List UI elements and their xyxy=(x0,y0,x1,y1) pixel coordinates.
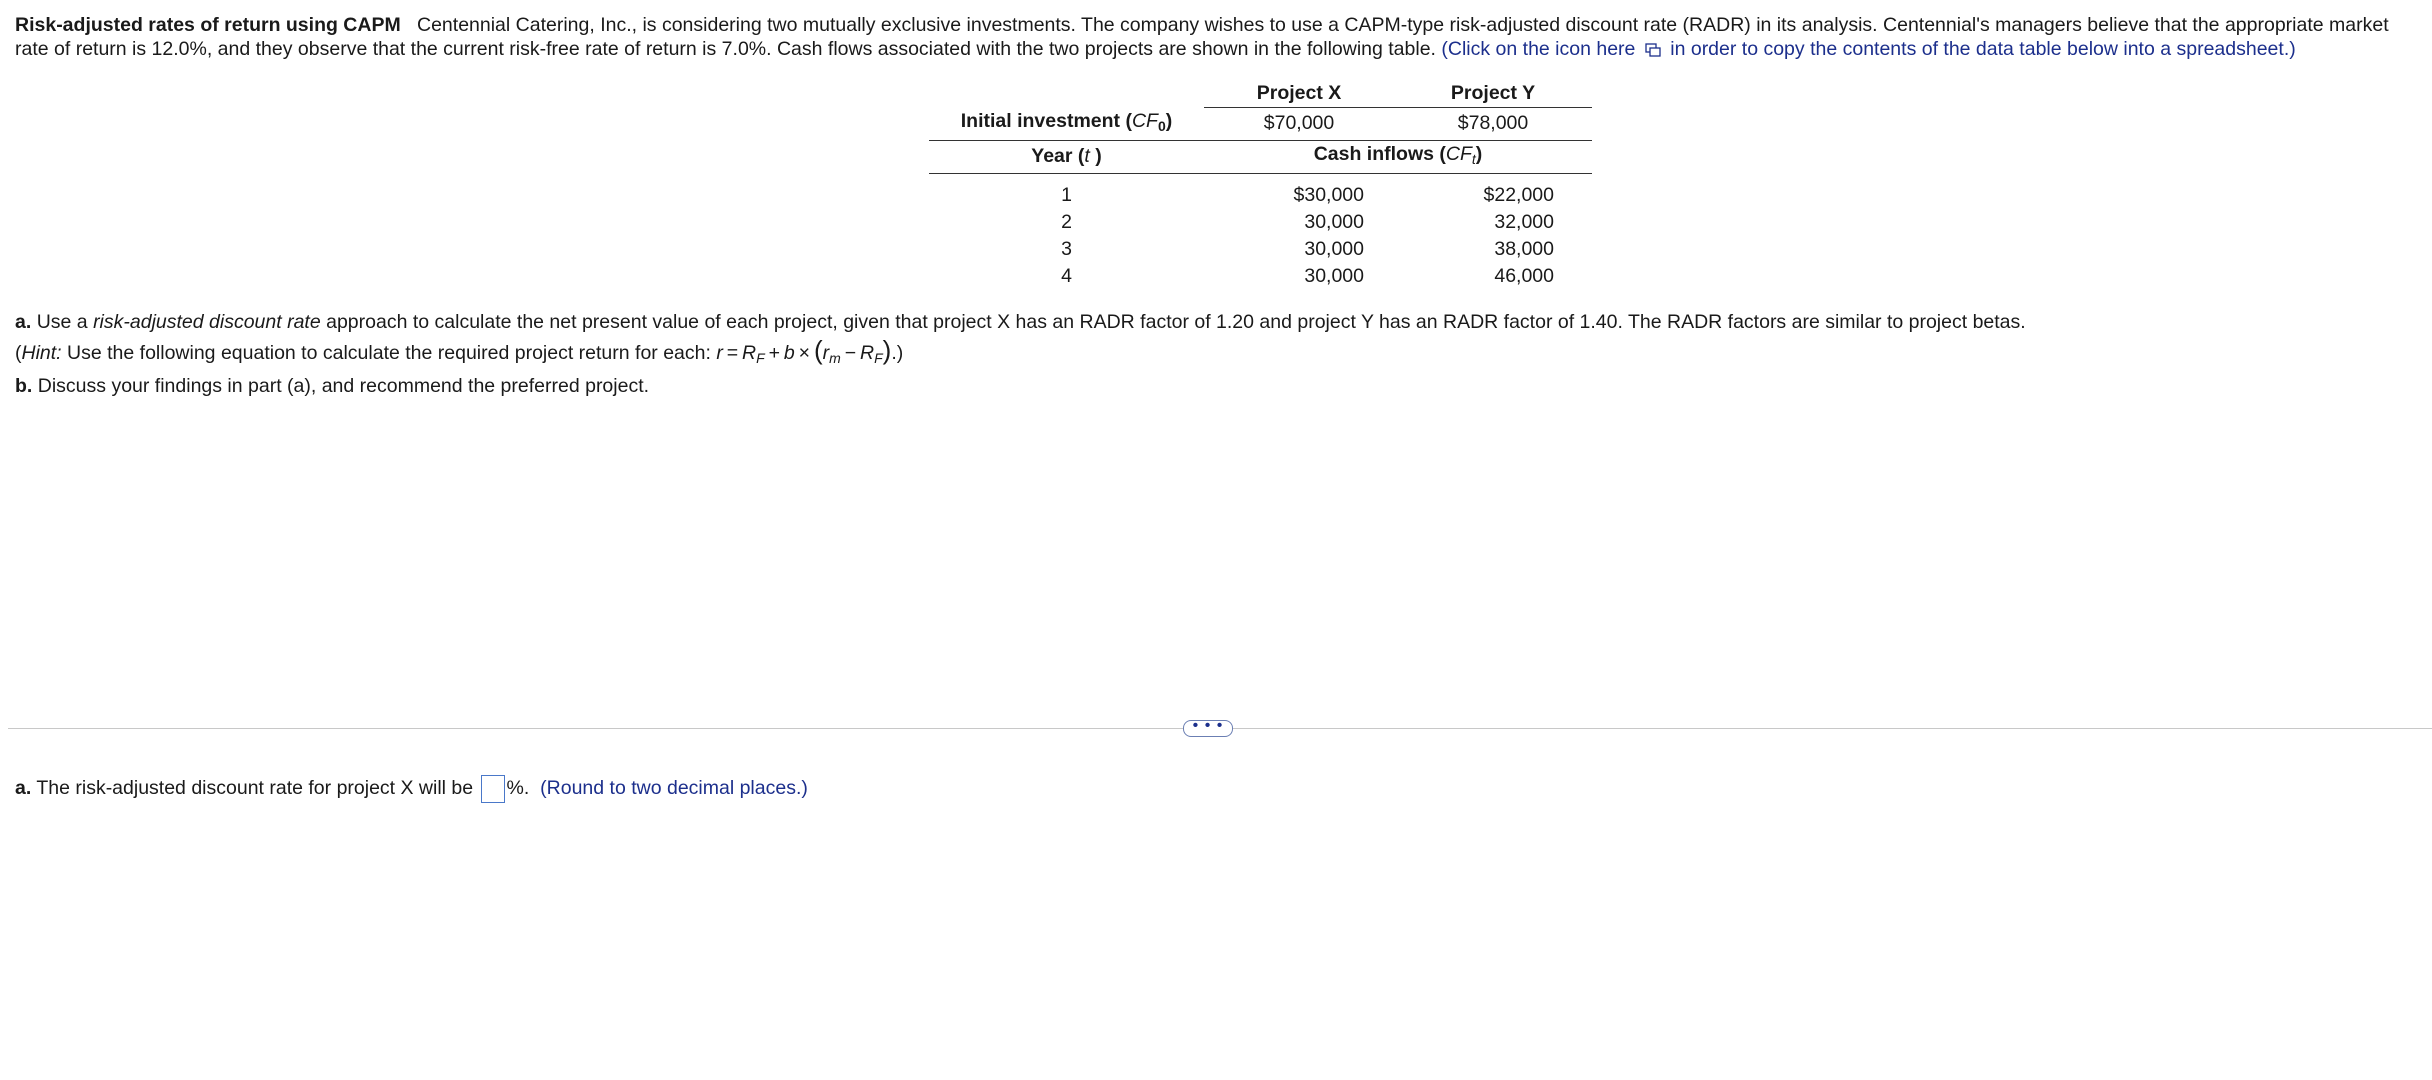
col-project-y: Project Y xyxy=(1394,80,1592,108)
question-a: a. Use a risk-adjusted discount rate approach to calculate the net present value of each project, given that project X has an RADR factor of 1.20 and project Y has an RADR factor of 1.40. The RADR factors are similar to project betas. xyxy=(15,311,2026,333)
year-header: Year (t ) xyxy=(929,140,1204,173)
questions xyxy=(15,308,2026,400)
initial-y: $78,000 xyxy=(1394,108,1592,141)
hint: (Hint: Use the following equation to calculate the required project return for each: $r = R_F + b \times (r_m - R_F)$.) xyxy=(15,335,904,366)
initial-x: $70,000 xyxy=(1204,108,1394,141)
copy-instruction: (Click on the icon here in order to copy the contents of the data table below into a spreadsheet.) xyxy=(1441,38,2295,60)
question-b: b. Discuss your findings in part (a), and recommend the preferred project. xyxy=(15,375,650,397)
table-row: 1 $30,000 $22,000 xyxy=(1061,183,1554,206)
cash-flow-table xyxy=(929,80,1592,290)
rounding-instruction: (Round to two decimal places.) xyxy=(540,777,808,799)
table-row: 4 30,000 46,000 xyxy=(1061,264,1554,287)
initial-investment-label: Initial investment $(CF_0)$ xyxy=(929,108,1204,141)
answer-a: a. The risk-adjusted discount rate for project X will be %. (Round to two decimal places.) xyxy=(15,774,808,803)
table-row: 2 30,000 32,000 xyxy=(1061,210,1554,233)
expand-button[interactable]: • • • xyxy=(1183,720,1233,737)
col-project-x: Project X xyxy=(1204,80,1394,108)
problem-statement xyxy=(15,13,2425,63)
table-row: 3 30,000 38,000 xyxy=(1061,237,1554,260)
problem-title: Risk-adjusted rates of return using CAPM xyxy=(15,14,401,36)
capm-formula: $r = R_F + b \times (r_m - R_F)$.) xyxy=(716,335,904,366)
cash-inflows-header: Cash inflows $(CF_t)$ xyxy=(1204,140,1592,173)
problem-body: Centennial Catering, Inc., is considering two mutually exclusive investments. The company wishes to use a CAPM-type risk-adjusted discount rate (RADR) in its analysis. Centennial's managers believe that the appropriate market rate of return is 12.0%, and they observe that the current risk-free rate of return is 7.0%. Cash flows associated with the two projects are shown in the following table. xyxy=(15,14,2389,60)
radr-x-input[interactable] xyxy=(481,775,505,803)
copy-table-icon[interactable] xyxy=(1645,39,1661,63)
